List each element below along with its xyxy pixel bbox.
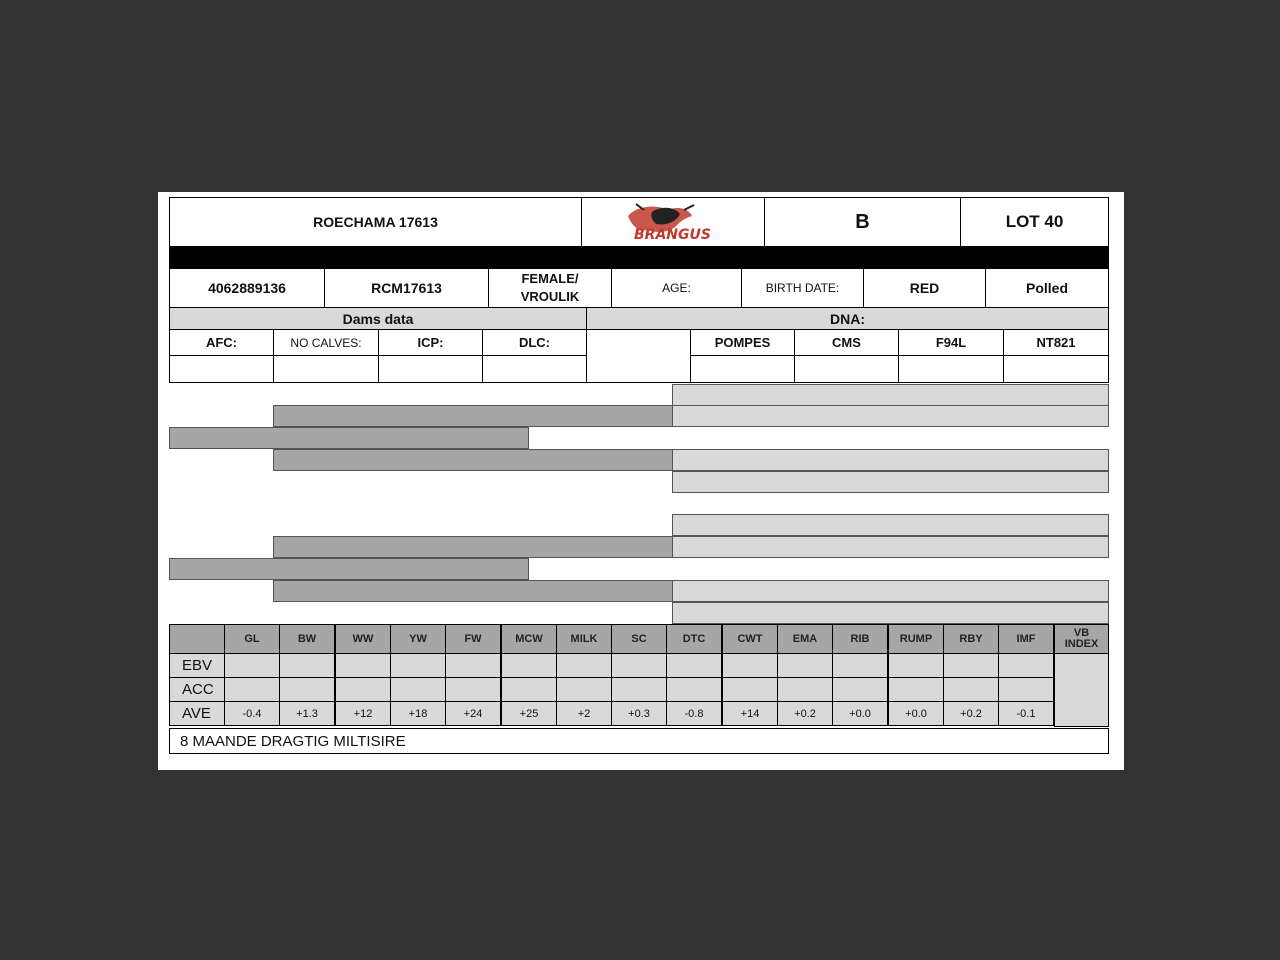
svg-text:BRANGUS: BRANGUS <box>634 227 711 242</box>
ebv-trait-header: MCW <box>501 624 557 654</box>
ave-value: +24 <box>445 701 501 726</box>
tag-number: RCM17613 <box>324 268 489 308</box>
dna-value <box>1003 355 1109 383</box>
remarks: 8 MAANDE DRAGTIG MILTISIRE <box>169 728 1109 754</box>
ebv-trait-header: IMF <box>998 624 1054 654</box>
pedigree-slot <box>672 449 1109 471</box>
ebv-trait-header: RUMP <box>888 624 944 654</box>
icp-label: ICP: <box>378 329 483 356</box>
ebv-value <box>611 653 667 678</box>
ebv-trait-header: RBY <box>943 624 999 654</box>
ave-value: +25 <box>501 701 557 726</box>
acc-value <box>556 677 612 702</box>
acc-value <box>501 677 557 702</box>
dna-value <box>690 355 795 383</box>
ebv-trait-header: GL <box>224 624 280 654</box>
vb-index-value <box>1054 653 1109 727</box>
ebv-trait-header: BW <box>279 624 335 654</box>
ebv-trait-header: YW <box>390 624 446 654</box>
bull-head-icon <box>608 202 738 242</box>
grade-letter: B <box>764 197 961 247</box>
ave-value: -0.1 <box>998 701 1054 726</box>
ave-value: +14 <box>722 701 778 726</box>
dna-title: DNA: <box>586 307 1109 330</box>
ebv-value <box>390 653 446 678</box>
ave-value: +12 <box>335 701 391 726</box>
pedigree-slot <box>273 449 673 471</box>
lot-number: LOT 40 <box>960 197 1109 247</box>
ebv-row-label: ACC <box>169 677 225 702</box>
acc-value <box>445 677 501 702</box>
ebv-value <box>888 653 944 678</box>
ebv-trait-header: DTC <box>666 624 722 654</box>
ave-value: +0.3 <box>611 701 667 726</box>
sex: FEMALE/ VROULIK <box>488 268 612 308</box>
calves-label: NO CALVES: <box>273 329 379 356</box>
dams-data-title: Dams data <box>169 307 587 330</box>
ebv-trait-header: CWT <box>722 624 778 654</box>
pedigree-slot <box>672 536 1109 558</box>
ebv-value <box>556 653 612 678</box>
ebv-value <box>998 653 1054 678</box>
pedigree-slot <box>672 405 1109 427</box>
ave-value: -0.8 <box>666 701 722 726</box>
ebv-value <box>279 653 335 678</box>
dlc-value <box>482 355 587 383</box>
pedigree-slot <box>672 384 1109 406</box>
ebv-trait-header: EMA <box>777 624 833 654</box>
ebv-row-label: AVE <box>169 701 225 726</box>
ebv-value <box>335 653 391 678</box>
dlc-label: DLC: <box>482 329 587 356</box>
pedigree-slot <box>273 536 673 558</box>
birth-date-label: BIRTH DATE: <box>741 268 864 308</box>
vb-index-header: VB INDEX <box>1054 624 1109 654</box>
acc-value <box>722 677 778 702</box>
acc-value <box>279 677 335 702</box>
acc-value <box>224 677 280 702</box>
brangus-logo <box>581 197 765 247</box>
ebv-trait-header: FW <box>445 624 501 654</box>
dna-test-cms: CMS <box>794 329 899 356</box>
ebv-trait-header: SC <box>611 624 667 654</box>
ebv-value <box>777 653 833 678</box>
ave-value: +0.0 <box>888 701 944 726</box>
acc-value <box>943 677 999 702</box>
acc-value <box>611 677 667 702</box>
ebv-trait-header: WW <box>335 624 391 654</box>
ebv-value <box>666 653 722 678</box>
acc-value <box>777 677 833 702</box>
pedigree-slot <box>273 405 673 427</box>
acc-value <box>666 677 722 702</box>
ebv-trait-header: RIB <box>832 624 888 654</box>
ave-value: +2 <box>556 701 612 726</box>
ebv-corner <box>169 624 225 654</box>
ebv-value <box>943 653 999 678</box>
dna-spacer <box>586 329 691 383</box>
id-number: 4062889136 <box>169 268 325 308</box>
ave-value: +0.0 <box>832 701 888 726</box>
ebv-value <box>224 653 280 678</box>
ave-value: +1.3 <box>279 701 335 726</box>
icp-value <box>378 355 483 383</box>
dna-test-pompes: POMPES <box>690 329 795 356</box>
catalogue-card <box>158 192 1124 770</box>
ebv-trait-header: MILK <box>556 624 612 654</box>
pedigree-slot-sire <box>169 427 529 449</box>
pedigree-slot <box>672 580 1109 602</box>
age-label: AGE: <box>611 268 742 308</box>
color: RED <box>863 268 986 308</box>
ave-value: -0.4 <box>224 701 280 726</box>
pedigree-slot <box>273 580 673 602</box>
afc-label: AFC: <box>169 329 274 356</box>
ebv-value <box>832 653 888 678</box>
acc-value <box>335 677 391 702</box>
acc-value <box>888 677 944 702</box>
acc-value <box>998 677 1054 702</box>
afc-value <box>169 355 274 383</box>
ebv-value <box>501 653 557 678</box>
ave-value: +0.2 <box>943 701 999 726</box>
acc-value <box>832 677 888 702</box>
pedigree-slot-dam <box>169 558 529 580</box>
ebv-row-label: EBV <box>169 653 225 678</box>
divider-band <box>169 246 1109 269</box>
dna-value <box>794 355 899 383</box>
ave-value: +0.2 <box>777 701 833 726</box>
ebv-value <box>445 653 501 678</box>
dna-test-nt821: NT821 <box>1003 329 1109 356</box>
acc-value <box>390 677 446 702</box>
horn-status: Polled <box>985 268 1109 308</box>
calves-value <box>273 355 379 383</box>
dna-value <box>898 355 1004 383</box>
pedigree-slot <box>672 471 1109 493</box>
dna-test-f94l: F94L <box>898 329 1004 356</box>
ave-value: +18 <box>390 701 446 726</box>
pedigree-slot <box>672 514 1109 536</box>
animal-name: ROECHAMA 17613 <box>169 197 582 247</box>
pedigree-slot <box>672 602 1109 624</box>
ebv-value <box>722 653 778 678</box>
